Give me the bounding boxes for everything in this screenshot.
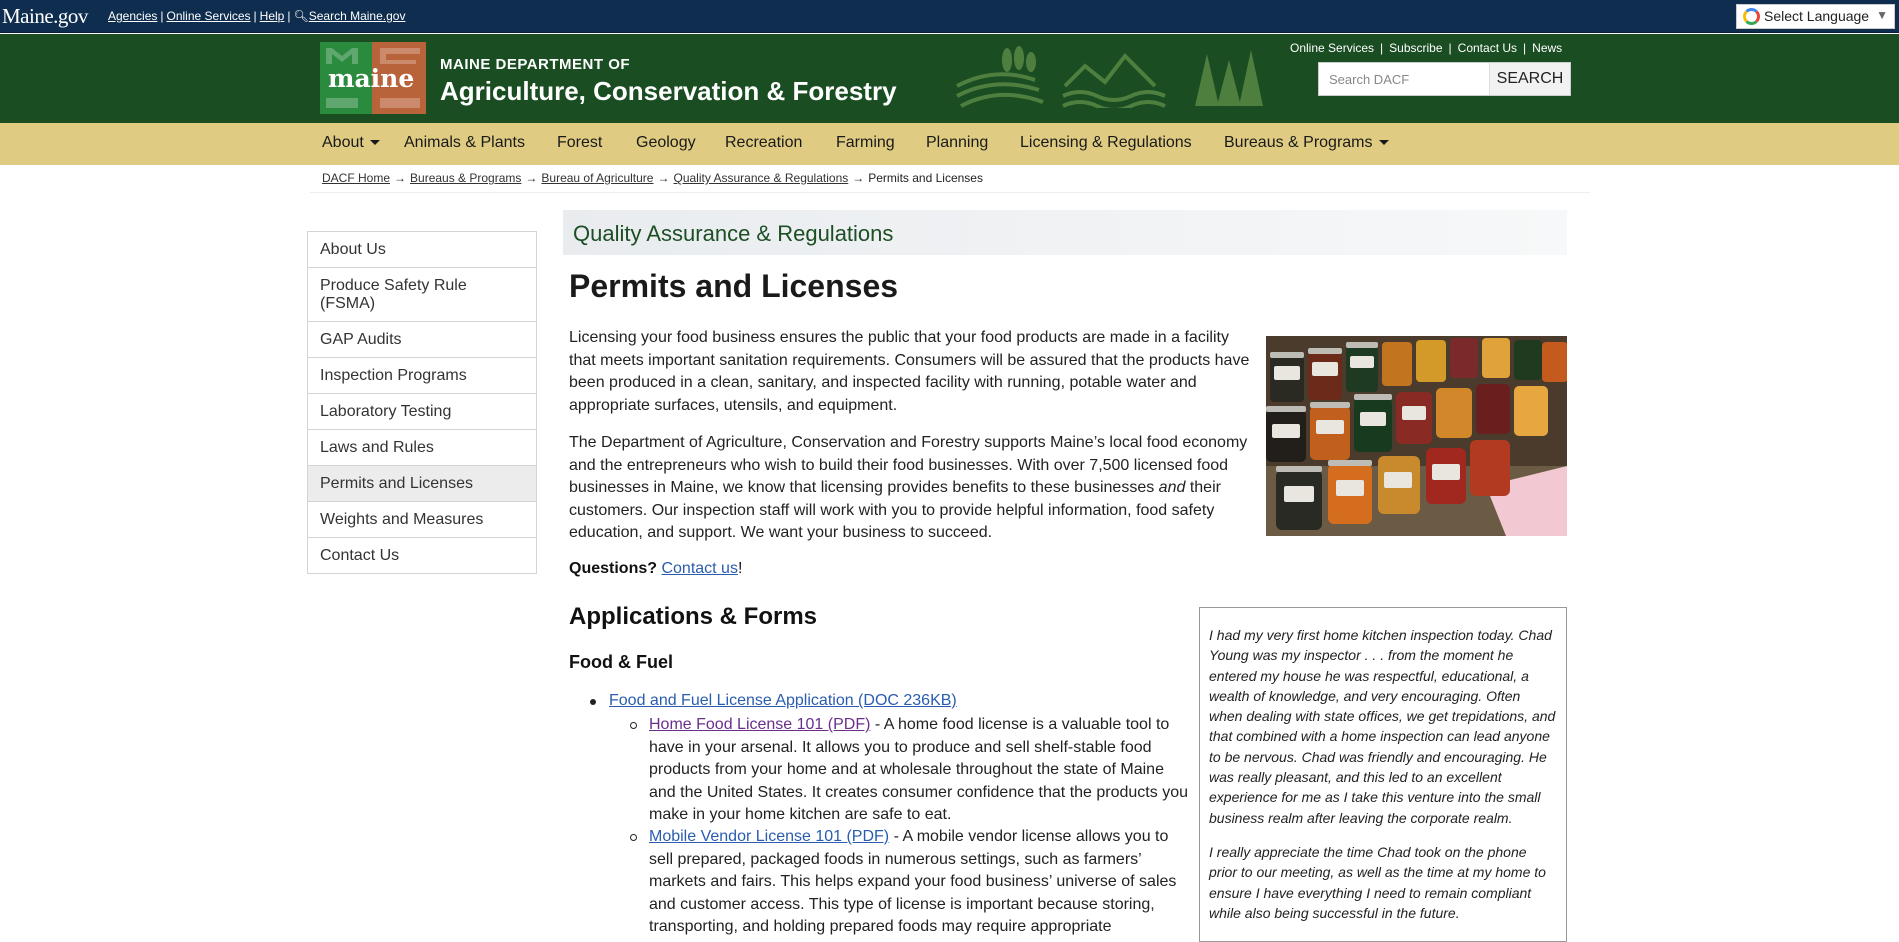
breadcrumb-current: Permits and Licenses	[868, 171, 983, 185]
mobile-vendor-license-link[interactable]: Mobile Vendor License 101 (PDF)	[649, 828, 890, 845]
section-banner	[563, 210, 1567, 255]
testimonial-paragraph-2: I really appreciate the time Chad took on the phone prior to our meeting, as well as the time at my home to ensure I have everything I need to remain compliant while also being successful in the future.	[1209, 843, 1546, 921]
testimonial-paragraph-1: I had my very first home kitchen inspection today. Chad Young was my inspector . . . from the moment he entered my house he was respectful, educational, a wealth of knowledge, and very encouraging. Often when dealing with state offices, we get trepidations, and that combined with a home inspection can lead anyone to be nervous. Chad was friendly and encouraging. He was really pleasant, and this led to an excellent experience for me as I take this venture into the small business realm after leaving the corporate realm.	[1209, 627, 1556, 826]
section-title: Quality Assurance & Regulations	[573, 221, 894, 246]
sidebar-item-laboratory-testing[interactable]: Laboratory Testing	[308, 394, 536, 430]
search-icon: 🔍︎	[293, 9, 309, 23]
breadcrumb-divider	[310, 192, 1590, 193]
nav-animals-plants[interactable]: Animals & Plants	[404, 134, 525, 151]
bullet-icon	[590, 699, 596, 705]
jam-jars-photo	[1266, 336, 1567, 536]
util-news-link[interactable]: News	[1532, 41, 1563, 55]
nav-planning[interactable]: Planning	[926, 134, 989, 151]
sidebar-item-laws-rules[interactable]: Laws and Rules	[308, 430, 536, 466]
search-maine-gov-link[interactable]: Search Maine.gov	[308, 9, 406, 23]
nav-geology[interactable]: Geology	[636, 134, 696, 151]
util-subscribe-link[interactable]: Subscribe	[1389, 41, 1443, 55]
online-services-link[interactable]: Online Services	[166, 9, 251, 23]
food-fuel-heading: Food & Fuel	[569, 652, 673, 672]
nav-about[interactable]: About	[322, 134, 380, 152]
list-item: Mobile Vendor License 101 (PDF) - A mobile vendor license allows you to sell prepared, packaged foods in numerous settings, such as farmers’ markets and fairs. This helps expand your food business’ universe of sales and customer access. This type of license is important because storing, transporting, and holding prepared foods may require appropriate	[630, 826, 1190, 939]
dacf-search-input[interactable]	[1319, 63, 1489, 95]
chevron-down-icon: ▼	[1876, 8, 1888, 22]
breadcrumb-dacf-home[interactable]: DACF Home	[322, 171, 391, 185]
home-food-license-link[interactable]: Home Food License 101 (PDF)	[649, 716, 871, 733]
caret-down-icon	[1379, 140, 1389, 145]
dept-name-small: MAINE DEPARTMENT OF	[440, 56, 631, 73]
sidebar-item-inspection-programs[interactable]: Inspection Programs	[308, 358, 536, 394]
sidebar-item-about-us[interactable]: About Us	[308, 232, 536, 268]
sidebar-item-permits-licenses[interactable]: Permits and Licenses	[308, 466, 536, 502]
main-nav	[0, 123, 1899, 165]
gov-links: Agencies | Online Services | Help | 🔍︎Search Maine.gov	[108, 9, 406, 23]
caret-down-icon	[370, 140, 380, 145]
contact-us-link[interactable]: Contact us	[661, 560, 738, 577]
support-paragraph: The Department of Agriculture, Conservation and Forestry supports Maine’s local food economy and the entrepreneurs who wish to build their food businesses. With over 7,500 licensed food businesses in Maine, we know that licensing provides benefits to these businesses and their customers. Our inspection staff will work with you to provide helpful information, food safety education, and support. We want your business to succeed.	[569, 434, 1248, 541]
select-language-label: Select Language	[1764, 8, 1870, 24]
breadcrumb-quality-assurance[interactable]: Quality Assurance & Regulations	[673, 171, 849, 185]
dacf-search	[1318, 62, 1571, 96]
google-icon	[1743, 8, 1760, 25]
util-contact-us-link[interactable]: Contact Us	[1457, 41, 1518, 55]
nav-farming[interactable]: Farming	[836, 134, 895, 151]
sidebar-item-contact-us[interactable]: Contact Us	[320, 547, 400, 564]
select-language-dropdown[interactable]	[1736, 4, 1895, 29]
intro-paragraph: Licensing your food business ensures the public that your food products are made in a facility that meets important sanitation requirements. Consumers will be assured that the products have been produced in a clean, sanitary, and inspected facility with running, potable water and appropriate surfaces, utensils, and equipment.	[569, 329, 1250, 414]
nav-forest[interactable]: Forest	[557, 134, 603, 151]
nav-recreation[interactable]: Recreation	[725, 134, 803, 151]
dacf-search-button[interactable]: SEARCH	[1489, 63, 1570, 95]
sidebar-nav	[307, 231, 537, 574]
landscape-graphic-icon	[955, 46, 1275, 108]
questions-line: Questions? Contact us!	[569, 560, 743, 577]
utility-links: Online Services | Subscribe | Contact Us | News	[1290, 41, 1563, 55]
breadcrumb-bureaus-programs[interactable]: Bureaus & Programs	[410, 171, 522, 185]
logo-word: maine	[328, 64, 415, 93]
maine-gov-logo[interactable]: Maine.gov	[2, 4, 88, 28]
sidebar-item-weights-measures[interactable]: Weights and Measures	[308, 502, 536, 538]
sidebar-item-gap-audits[interactable]: GAP Audits	[308, 322, 536, 358]
applications-forms-heading: Applications & Forms	[569, 603, 818, 630]
nav-bureaus-programs[interactable]: Bureaus & Programs	[1224, 134, 1389, 152]
sidebar-item-produce-safety[interactable]: Produce Safety Rule (FSMA)	[308, 268, 536, 322]
food-fuel-application-link[interactable]: Food and Fuel License Application (DOC 236KB)	[609, 692, 957, 709]
breadcrumb: DACF Home → Bureaus & Programs → Bureau of Agriculture → Quality Assurance & Regulations → Permits and Licenses	[322, 171, 983, 185]
testimonial-box	[1199, 607, 1567, 942]
breadcrumb-bureau-agriculture[interactable]: Bureau of Agriculture	[541, 171, 654, 185]
bullet-circle-icon	[630, 834, 637, 841]
maine-logo[interactable]	[320, 42, 426, 114]
help-link[interactable]: Help	[259, 9, 285, 23]
maine-gov-bar	[0, 0, 1899, 33]
site-header	[0, 34, 1899, 123]
list-item: Home Food License 101 (PDF) - A home food license is a valuable tool to have in your arsenal. It allows you to produce and sell shelf-stable food products from your home and at wholesale throughout the state of Maine and the United States. It creates consumer confidence that the products you make in your home kitchen are safe to eat.	[630, 714, 1190, 827]
agencies-link[interactable]: Agencies	[108, 9, 158, 23]
dept-name-large[interactable]: Agriculture, Conservation & Forestry	[440, 76, 897, 106]
util-online-services-link[interactable]: Online Services	[1290, 41, 1375, 55]
bullet-circle-icon	[630, 722, 637, 729]
page-title: Permits and Licenses	[569, 268, 899, 304]
nav-licensing-regulations[interactable]: Licensing & Regulations	[1020, 134, 1192, 151]
